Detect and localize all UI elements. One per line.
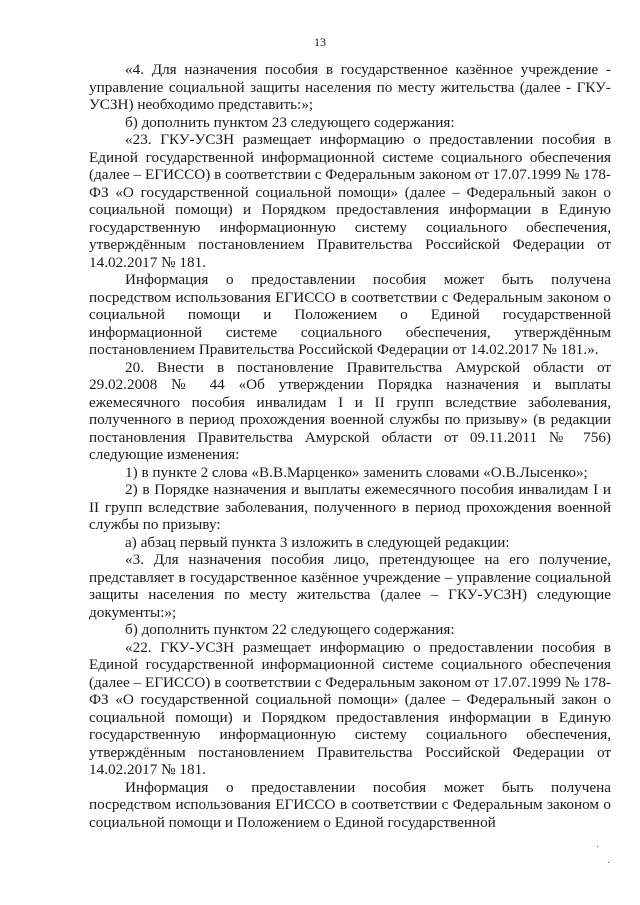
scan-speck: · xyxy=(596,842,600,853)
paragraph-5: 20. Внести в постановление Правительства Амурской области от 29.02.2008 № 44 «Об утверждении Порядка назначения и выплаты ежемесячного пособия инвалидам I и II групп вследствие заболевания, полученного в период прохождения военной службы по призыву» (в редакции постановления Правительства Амурской области от 09.11.2011 № 756) следующие изменения: xyxy=(89,358,611,463)
document-body xyxy=(89,61,611,831)
paragraph-12: Информация о предоставлении пособия может быть получена посредством использования ЕГИССО в соответствии с Федеральным законом о социальной помощи и Положением о Единой государственной xyxy=(89,778,611,831)
paragraph-8: а) абзац первый пункта 3 изложить в следующей редакции: xyxy=(125,533,510,551)
paragraph-1: «4. Для назначения пособия в государственное казённое учреждение - управление социальной защиты населения по месту жительства (далее - ГКУ-УСЗН) необходимо представить:»; xyxy=(89,61,611,113)
page-number: 13 xyxy=(314,35,326,49)
paragraph-3: «23. ГКУ-УСЗН размещает информацию о предоставлении пособия в Единой государственной информационной системе социального обеспечения (далее – ЕГИССО) в соответствии с Федеральным законом от 17.07.1999 № 178-ФЗ «О государственной социальной помощи» (далее – Федеральный закон о социальной помощи) и Порядком предоставления информации в Единую государственную информационную систему социального обеспечения, утверждённым постановлением Правительства Российской Федерации от 14.02.2017 № 181. xyxy=(89,131,611,271)
paragraph-7: 2) в Порядке назначения и выплаты ежемесячного пособия инвалидам I и II групп вследствие заболевания, полученного в период прохождения военной службы по призыву: xyxy=(89,481,611,533)
paragraph-11: «22. ГКУ-УСЗН размещает информацию о предоставлении пособия в Единой государственной информационной системе социального обеспечения (далее – ЕГИССО) в соответствии с Федеральным законом от 17.07.1999 № 178-ФЗ «О государственной социальной помощи» (далее – Федеральный закон о социальной помощи) и Порядком предоставления информации в Единую государственную информационную систему социального обеспечения, утверждённым постановлением Правительства Российской Федерации от 14.02.2017 № 181. xyxy=(89,638,611,778)
paragraph-4: Информация о предоставлении пособия может быть получена посредством использования ЕГИССО в соответствии с Федеральным законом о социальной помощи и Положением о Единой государственной информационной системе социального обеспечения, утверждённым постановлением Правительства Российской Федерации от 14.02.2017 № 181.». xyxy=(89,271,611,358)
paragraph-10: б) дополнить пунктом 22 следующего содержания: xyxy=(125,621,455,638)
paragraph-9: «3. Для назначения пособия лицо, претендующее на его получение, представляет в государственное казённое учреждение – управление социальной защиты населения по месту жительства (далее – ГКУ-УСЗН) следующие документы:»; xyxy=(89,551,611,621)
paragraph-2: б) дополнить пунктом 23 следующего содержания: xyxy=(125,113,455,131)
paragraph-6: 1) в пункте 2 слова «В.В.Марценко» заменить словами «О.В.Лысенко»; xyxy=(125,463,588,481)
scan-speck: · xyxy=(607,858,611,869)
